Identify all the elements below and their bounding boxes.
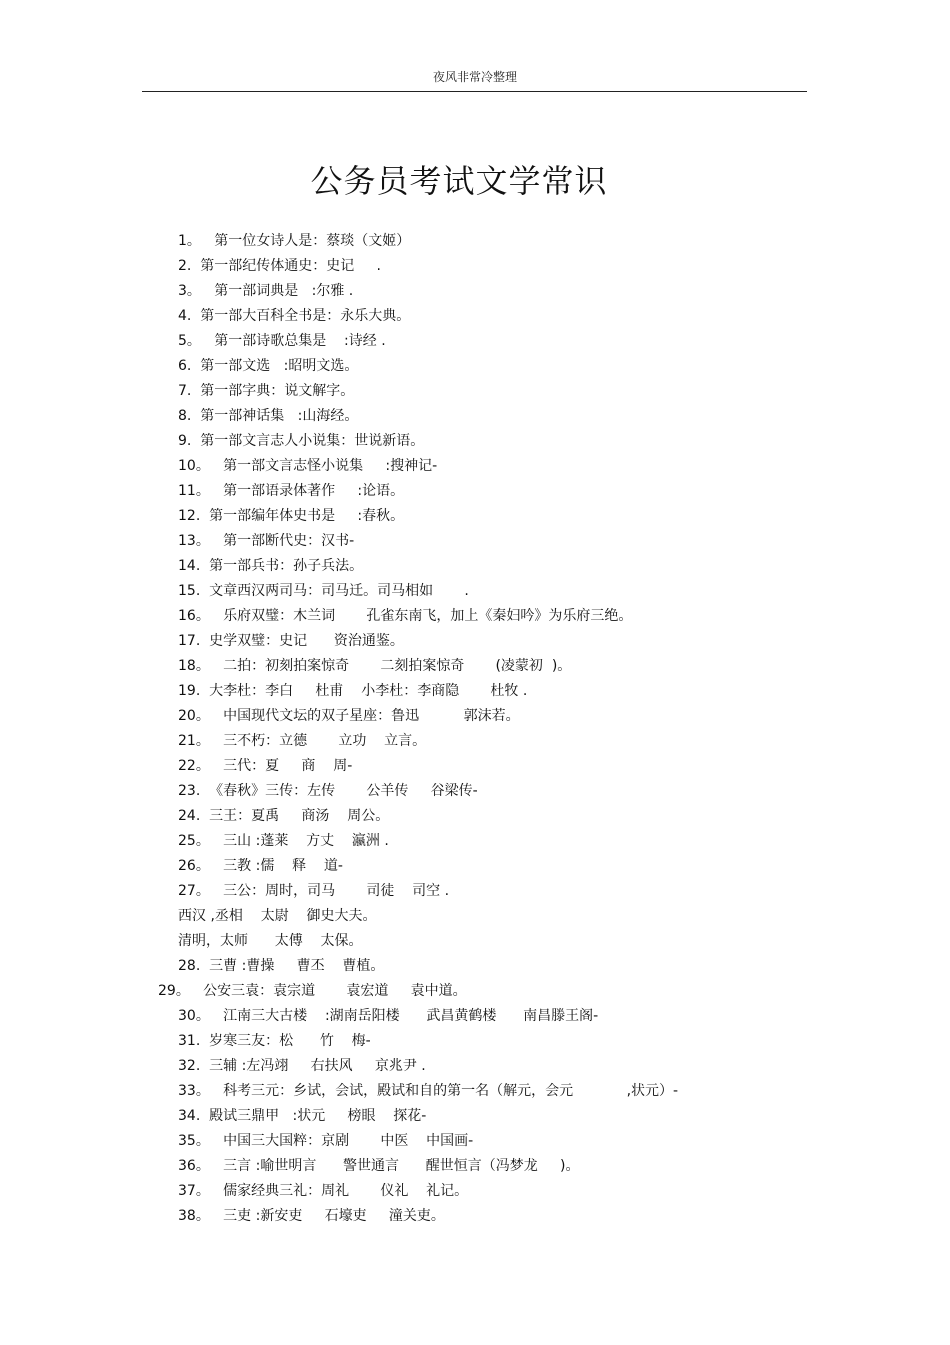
list-item: 37。 儒家经典三礼：周礼 仪礼 礼记。 [178,1183,469,1199]
list-item: 26。 三教 :儒 释 道- [178,858,343,874]
list-item: 24. 三王：夏禹 商汤 周公。 [178,808,390,824]
knowledge-list [158,229,898,1229]
list-item: 17. 史学双璧：史记 资治通鉴。 [178,633,404,649]
list-item: 25。 三山 :蓬莱 方丈 瀛洲 . [178,833,389,849]
page-header: 夜风非常冷整理 [432,70,517,84]
list-item: 18。 二拍：初刻拍案惊奇 二刻拍案惊奇 (凌蒙初 )。 [178,658,572,674]
list-item: 23. 《春秋》三传：左传 公羊传 谷梁传- [178,783,478,799]
list-item: 21。 三不朽：立德 立功 立言。 [178,733,427,749]
list-item: 22。 三代：夏 商 周- [178,758,353,774]
list-item: 8. 第一部神话集 :山海经。 [178,408,359,424]
list-item: 33。 科考三元：乡试，会试，殿试和自的第一名（解元，会元 ,状元）- [178,1083,679,1099]
list-item: 11。 第一部语录体著作 :论语。 [178,483,405,499]
list-item: 38。 三吏 :新安吏 石壕吏 潼关吏。 [178,1208,445,1224]
list-item: 14. 第一部兵书：孙子兵法。 [178,558,364,574]
header-rule [142,91,807,92]
list-item: 2. 第一部纪传体通史：史记 . [178,258,381,274]
list-item: 15. 文章西汉两司马：司马迁。司马相如 . [178,583,469,599]
list-item: 6. 第一部文选 :昭明文选。 [178,358,359,374]
list-item: 36。 三言 :喻世明言 警世通言 醒世恒言（冯梦龙 )。 [178,1158,580,1174]
list-item: 3。 第一部词典是 :尔雅 . [178,283,354,299]
list-item: 西汉 ,丞相 太尉 御史大夫。 [178,908,377,924]
list-item: 4. 第一部大百科全书是：永乐大典。 [178,308,411,324]
list-item: 30。 江南三大古楼 :湖南岳阳楼 武昌黄鹤楼 南昌滕王阁- [178,1008,599,1024]
list-item: 13。 第一部断代史：汉书- [178,533,355,549]
list-item: 32. 三辅 :左冯翊 右扶风 京兆尹 . [178,1058,426,1074]
list-item: 19. 大李杜：李白 杜甫 小李杜：李商隐 杜牧 . [178,683,528,699]
list-item: 29。 公安三袁：袁宗道 袁宏道 袁中道。 [158,983,467,999]
list-item: 清明，太师 太傅 太保。 [178,933,363,949]
list-item: 16。 乐府双璧：木兰词 孔雀东南飞，加上《秦妇吟》为乐府三绝。 [178,608,633,624]
list-item: 27。 三公：周时，司马 司徒 司空 . [178,883,450,899]
document-title: 公务员考试文学常识 [310,162,608,200]
list-item: 1。 第一位女诗人是：蔡琰（文姬） [178,233,411,249]
list-item: 35。 中国三大国粹：京剧 中医 中国画- [178,1133,474,1149]
list-item: 31. 岁寒三友：松 竹 梅- [178,1033,371,1049]
list-item: 12. 第一部编年体史书是 :春秋。 [178,508,405,524]
list-item: 28. 三曹 :曹操 曹丕 曹植。 [178,958,385,974]
list-item: 10。 第一部文言志怪小说集 :搜神记- [178,458,438,474]
list-item: 7. 第一部字典：说文解字。 [178,383,355,399]
list-item: 20。 中国现代文坛的双子星座：鲁迅 郭沫若。 [178,708,520,724]
list-item: 34. 殿试三鼎甲 :状元 榜眼 探花- [178,1108,427,1124]
list-item: 5。 第一部诗歌总集是 :诗经 . [178,333,386,349]
list-item: 9. 第一部文言志人小说集：世说新语。 [178,433,425,449]
